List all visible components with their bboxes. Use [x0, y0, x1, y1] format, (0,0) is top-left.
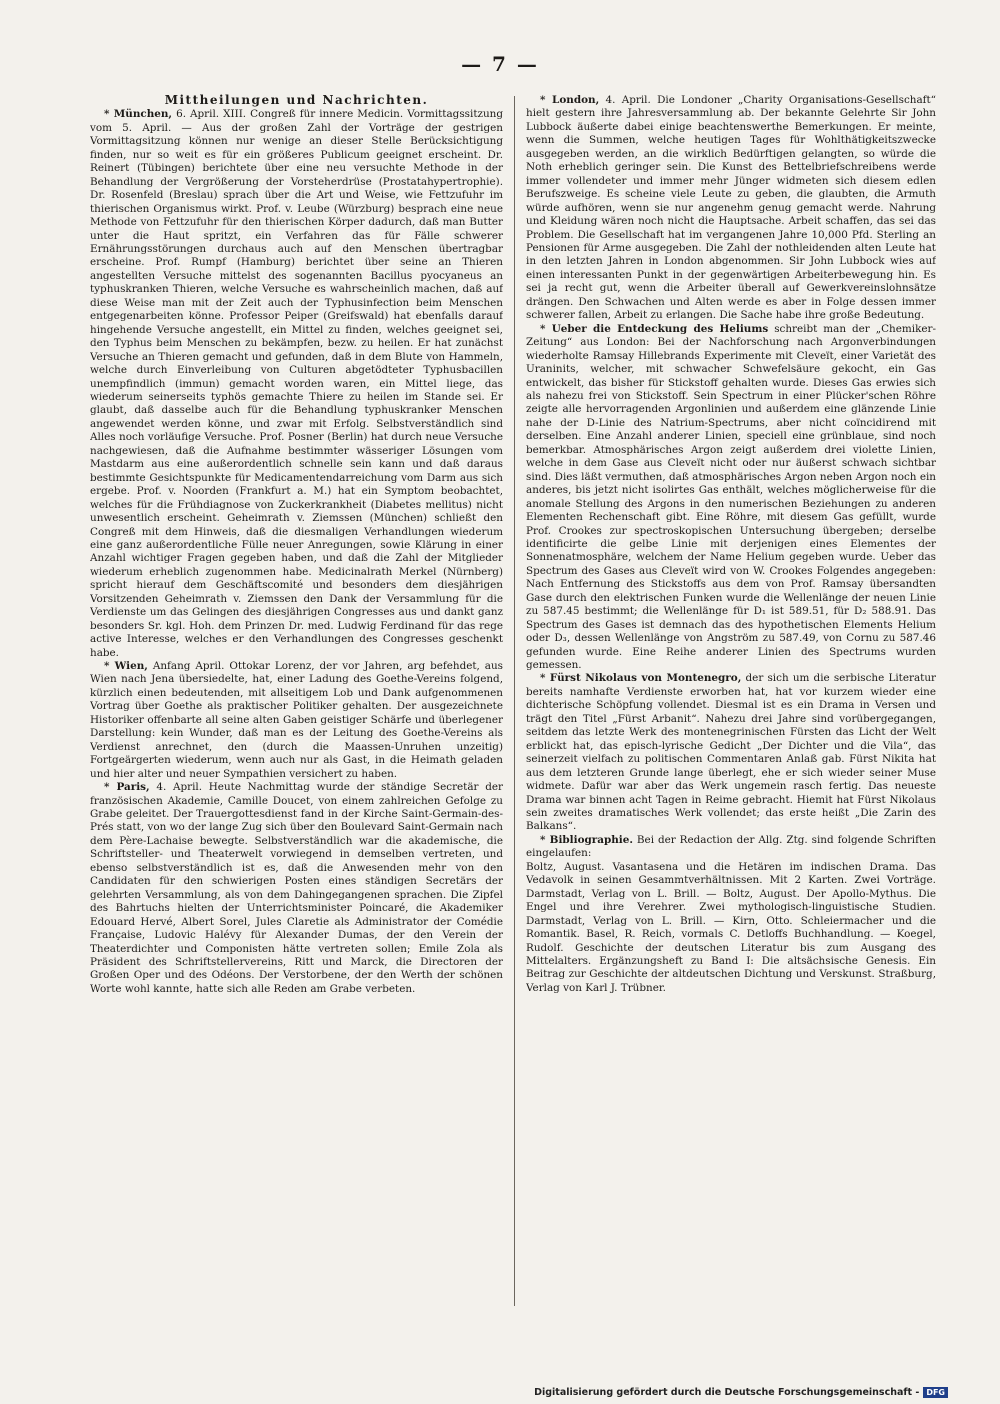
item-dateline: * Bibliographie.: [540, 833, 633, 846]
item-body: Bei der Redaction der Allg. Ztg. sind folgende Schriften eingelaufen:: [526, 833, 936, 860]
news-item-bibliographie: [526, 834, 936, 861]
credit-text: Digitalisierung gefördert durch die Deutsche Forschungsgemeinschaft -: [534, 1387, 920, 1398]
section-heading: Mittheilungen und Nachrichten.: [164, 94, 429, 107]
item-dateline: * Wien,: [104, 660, 148, 673]
news-item-montenegro: [526, 672, 936, 833]
item-body: 4. April. Heute Nachmittag wurde der ständige Secretär der französischen Akademie, Camille Doucet, von einem zahlreichen Gefolge zu Grabe geleitet. Der Trauergottesdienst fand in der Kirche Saint-Germain-des-Prés statt, von wo der lange Zug sich über den Boulevard Saint-Germain nach dem Père-Lachaise bewegte. Selbstverständlich war die akademische, die Schriftsteller- und Theaterwelt vorwiegend in demselben vertreten, und ebenso selbstverständlich ist es, daß die Anwesenden mehr von den Candidaten für den schwierigen Posten eines ständigen Secretärs der gelehrten Versammlung, als von dem Dahingegangenen sprachen. Die Zipfel des Bahrtuchs hielten der Unterrichtsminister Poincaré, die Akademiker Edouard Hervé, Albert Sorel, Jules Claretie als Administrator der Comédie Française, Ludovic Halévy für Alexander Dumas, der den Verein der Theaterdichter und Componisten hätte vertreten sollen; Emile Zola als Präsident des Schriftstellervereins, Ritt und Marck, die Directoren der Großen Oper und des Odéons. Der Verstorbene, der den Werth der schönen Worte wohl kannte, hatte sich alle Reden am Grabe verbeten.: [90, 781, 503, 995]
dfg-logo: DFG: [923, 1387, 948, 1398]
bibliography-list: Boltz, August. Vasantasena und die Hetären im indischen Drama. Das Vedavolk in seinen Gesammtverhältnissen. Mit 2 Karten. Zwei Vorträge. Darmstadt, Verlag von L. Brill. — Boltz, August. Der Apollo-Mythus. Die Engel und ihre Verehrer. Zwei mythologisch-linguistische Studien. Darmstadt, Verlag von L. Brill. — Kirn, Otto. Schleiermacher und die Romantik. Basel, R. Reich, vormals C. Detloffs Buchhandlung. — Koegel, Rudolf. Geschichte der deutschen Literatur bis zum Ausgang des Mittelalters. Ergänzungsheft zu Band I: Die altsächsische Genesis. Ein Beitrag zur Geschichte der altdeutschen Dichtung und Verskunst. Straßburg, Verlag von Karl J. Trübner.: [526, 860, 936, 994]
news-item-paris: [90, 781, 503, 996]
right-column: [526, 94, 936, 1319]
left-column: [90, 94, 503, 1319]
item-dateline: * München,: [104, 108, 173, 121]
item-body: Anfang April. Ottokar Lorenz, der vor Jahren, arg befehdet, aus Wien nach Jena übersiedelte, hat, einer Ladung des Goethe-Vereins folgend, kürzlich einen bedeutenden, mit allseitigem Lob und Dank aufgenommenen Vortrag über Goethe als praktischer Politiker gehalten. Der ausgezeichnete Historiker offenbarte all seine alten Gaben geistiger Schärfe und überlegener Darstellung: kein Wunder, daß man es der Leitung des Goethe-Vereins als Verdienst anrechnet, den (durch die Maassen-Unruhen unzeitig) Fortgeärgerten wiederum, wenn auch nur als Gast, in die Heimath geladen und hier alter und neuer Sympathien versichert zu haben.: [90, 660, 503, 780]
column-divider: [514, 96, 515, 1306]
item-dateline: * London,: [540, 94, 600, 106]
news-item-london: [526, 94, 936, 323]
news-item-muenchen: [90, 108, 503, 660]
item-body: 4. April. Die Londoner „Charity Organisations-Gesellschaft“ hielt gestern ihre Jahresversammlung ab. Der bekannte Gelehrte Sir John Lubbock äußerte dabei einige beachtenswerthe Bemerkungen. Er meinte, wenn die Summen, welche heutigen Tages für Wohlthätigkeitszwecke ausgegeben werden, an die wirklich Bedürftigen gelangten, so würde die Noth erheblich geringer sein. Die Kunst des Bettelbriefschreibens werde immer vollendeter und immer mehr Jünger widmeten sich diesem edlen Berufszweige. Es scheine viele Leute zu geben, die glaubten, die Armuth würde aufhören, wenn sie nur angenehm genug gemacht werde. Nahrung und Kleidung wären noch nicht die Hauptsache. Arbeit schaffen, das sei das Problem. Die Gesellschaft hat im vergangenen Jahre 10,000 Pfd. Sterling an Pensionen für Arme ausgegeben. Die Zahl der nothleidenden alten Leute hat in den letzten Jahren in London abgenommen. Sir John Lubbock wies auf einen interessanten Punkt in der gegenwärtigen Arbeiterbewegung hin. Es sei ja recht gut, wenn die Arbeiter überall auf Gewerkvereinslohnsätze drängen. Den Schwachen und Alten werde es aber in Folge dessen immer schwerer fallen, Arbeit zu erlangen. Die Sache habe ihre große Bedeutung.: [526, 94, 936, 322]
item-dateline: * Ueber die Entdeckung des Heliums: [540, 322, 769, 335]
item-body: schreibt man der „Chemiker-Zeitung“ aus London: Bei der Nachforschung nach Argonverbindungen wiederholte Ramsay Hillebrands Experimente mit Cleveït, einer Varietät des Uraninits, welcher, mit schwacher Schwefelsäure gekocht, ein Gas entwickelt, das bisher für Stickstoff gehalten wurde. Dieses Gas erwies sich als nahezu frei von Stickstoff. Sein Spectrum in einer Plücker'schen Röhre zeigte alle hervorragenden Argonlinien und außerdem eine glänzende Linie nahe der D-Linie des Natrium-Spectrums, aber nicht coïncidirend mit derselben. Eine Anzahl anderer Linien, speciell eine grünblaue, sind noch bemerkbar. Atmosphärisches Argon zeigt außerdem drei violette Linien, welche in dem Gase aus Cleveït nicht oder nur äußerst schwach sichtbar sind. Dies läßt vermuthen, daß atmosphärisches Argon neben Argon noch ein anderes, bis jetzt nicht isolirtes Gas enthält, welches möglicherweise für die anomale Stellung des Argons in den numerischen Beziehungen zu anderen Elementen Rechenschaft gibt. Eine Röhre, mit diesem Gas gefüllt, wurde Prof. Crookes zur spectroskopischen Untersuchung übergeben; derselbe identificirte die gelbe Linie mit derjenigen eines Elementes der Sonnenatmosphäre, welchem der Name Helium gegeben wurde. Ueber das Spectrum des Gases aus Cleveït wird von W. Crookes Folgendes angegeben: Nach Entfernung des Stickstoffs aus dem von Prof. Ramsay übersandten Gase durch den elektrischen Funken wurde die Wellenlänge der neuen Linie zu 587.45 bestimmt; die Wellenlänge für D₁ ist 589.51, für D₂ 588.91. Das Spectrum des Gases ist demnach das des hypothetischen Elements Helium oder D₃, dessen Wellenlänge von Angström zu 587.49, von Cornu zu 587.46 gefunden wurde. Eine Reihe anderer Linien des Spectrums wurden gemessen.: [526, 322, 936, 672]
item-dateline: * Paris,: [104, 781, 150, 794]
page-number: — 7 —: [461, 52, 539, 76]
news-item-wien: [90, 660, 503, 781]
item-body: 6. April. XIII. Congreß für innere Medicin. Vormittagssitzung vom 5. April. — Aus der großen Zahl der Vorträge der gestrigen Vormittagsitzung können nur wenige an dieser Stelle Berücksichtigung finden, nur so weit es für ein größeres Publicum geeignet erscheint. Dr. Reinert (Tübingen) berichtete über eine neu versuchte Methode in der Behandlung der Vergrößerung der Vorsteherdrüse (Prostatahypertrophie). Dr. Rosenfeld (Breslau) sprach über die Art und Weise, wie Fettzufuhr im thierischen Organismus wirkt. Prof. v. Leube (Würzburg) besprach eine neue Methode von Fettzufuhr für den thierischen Körper dadurch, daß man Butter unter die Haut spritzt, ein Verfahren das für Fälle schwerer Ernährungsstörungen durchaus auch auf den Menschen übertragbar erscheine. Prof. Rumpf (Hamburg) berichtet über seine an Thieren angestellten Versuche mittelst des sogenannten Bacillus pyocyaneus an typhuskranken Thieren, welche Versuche es wahrscheinlich machen, daß auf diese Weise man mit der Zeit auch der Typhusinfection beim Menschen entgegenarbeiten könne. Professor Peiper (Greifswald) hat ebenfalls darauf hingehende Versuche angestellt, ein Mittel zu finden, welches geeignet sei, den Typhus beim Menschen zu bekämpfen, bezw. zu heilen. Er hat zunächst Versuche an Thieren gemacht und gefunden, daß in dem Blute von Hammeln, welche durch Einverleibung von Culturen abgetödteter Typhusbacillen unempfindlich (immun) gemacht worden waren, ein Mittel liege, das wiederum seinerseits typhös gemachte Thiere zu heilen im Stande sei. Er glaubt, daß dasselbe auch für die Behandlung typhuskranker Menschen angewendet werden könne, und zwar mit Erfolg. Selbstverständlich sind Alles noch vorläufige Versuche. Prof. Posner (Berlin) hat durch neue Versuche nachgewiesen, daß die Aufnahme bestimmter wässeriger Lösungen vom Mastdarm aus eine außerordentlich schnelle sein kann und daß daraus bestimmte Gesichtspunkte für Medicamentendarreichung vom Darm aus sich ergebe. Prof. v. Noorden (Frankfurt a. M.) hat ein Symptom beobachtet, welches für die Frühdiagnose von Zuckerkrankheit (Diabetes mellitus) nicht unwesentlich erscheint. Geheimrath v. Ziemssen (München) schließt den Congreß mit dem Hinweis, daß die diesmaligen Verhandlungen wiederum eine ganz außerordentliche Fülle neuer Anregungen, sowie Klärung in einer Anzahl wichtiger Fragen gegeben haben, und daß die Zahl der Mitglieder wiederum erheblich zugenommen habe. Medicinalrath Merkel (Nürnberg) spricht hierauf dem Geschäftscomité und besonders dem diesjährigen Vorsitzenden Geheimrath v. Ziemssen den Dank der Versammlung für die Verdienste um das Gelingen des diesjährigen Congresses aus und dankt ganz besonders Sr. kgl. Hoh. dem Prinzen Dr. med. Ludwig Ferdinand für das rege active Interesse, welches er den Verhandlungen des Congresses geschenkt habe.: [90, 108, 503, 659]
item-body: der sich um die serbische Literatur bereits namhafte Verdienste erworben hat, hat vor kurzem wieder eine dichterische Schöpfung vollendet. Diesmal ist es ein Drama in Versen und trägt den Titel „Fürst Arbanit“. Nahezu drei Jahre sind vorübergegangen, seitdem das letzte Werk des montenegrinischen Fürsten das Licht der Welt erblickt hat, das episch-lyrische Gedicht „Der Dichter und die Vila“, das seinerzeit vielfach zu politischen Commentaren Anlaß gab. Fürst Nikita hat aus dem letzteren Grunde lange überlegt, ehe er sich wieder seiner Muse widmete. Dafür war aber das Werk ungemein rasch fertig. Das neueste Drama war binnen acht Tagen in Reime gebracht. Hiemit hat Fürst Nikolaus sein zweites dramatisches Werk vollendet; das erste heißt „Die Zarin des Balkans“.: [526, 672, 936, 833]
news-item-helium: [526, 323, 936, 673]
digitization-credit: [534, 1387, 948, 1398]
item-dateline: * Fürst Nikolaus von Montenegro,: [540, 672, 742, 685]
